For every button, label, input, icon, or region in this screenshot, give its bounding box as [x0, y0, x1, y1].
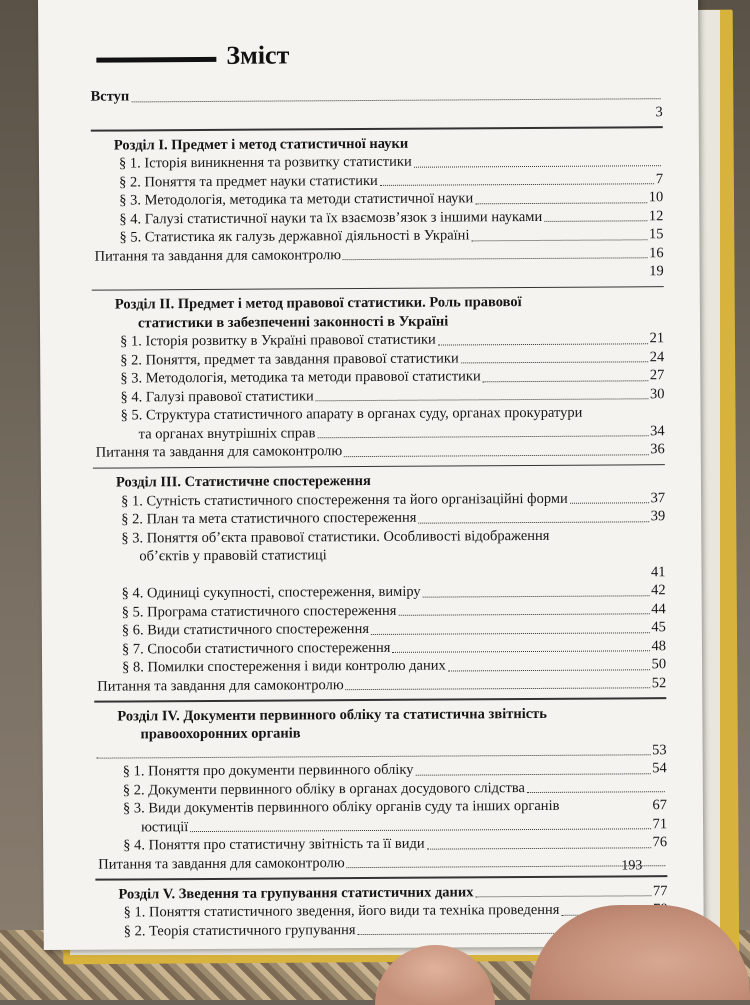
toc-entry: § 3. Поняття об’єкта правової статистики. Особливості відображення	[121, 527, 550, 547]
section-divider	[95, 875, 667, 880]
toc-entry: § 4. Галузі статистичної науки та їх взаємозв’язок з іншими науками 12	[119, 207, 664, 228]
toc-entry: § 2. Документи первинного обліку в органах досудового слідства	[95, 778, 667, 800]
section-heading-4-line2: правоохоронних органів	[140, 725, 301, 743]
toc-entry-page: 53	[95, 741, 667, 763]
section-heading-4: Розділ IV. Документи первинного обліку та статистична звітність	[117, 705, 547, 725]
toc-entry: та органах внутрішніх справ 34	[138, 422, 665, 442]
section-divider	[94, 697, 666, 702]
section-heading-1: Розділ І. Предмет і метод статистичної науки	[113, 135, 409, 154]
toc-entry: § 1. Поняття статистичного зведення, його види та техніка проведення	[96, 900, 668, 922]
toc-entry: § 4. Поняття про статистичну звітність та її види 76	[123, 834, 668, 854]
toc-entry: об’єктів у правовій статистиці	[139, 547, 327, 565]
section-heading-2-line2: статистики в забезпеченні законності в Україні	[137, 313, 449, 331]
toc-entry: Питання та завдання для самоконтролю 16	[94, 244, 664, 265]
toc-entry: Питання та завдання для самоконтролю 52	[97, 674, 667, 695]
toc-entry: § 6. Види статистичного спостереження 45	[121, 619, 666, 639]
toc-entry: Питання та завдання для самоконтролю 36	[95, 441, 665, 461]
toc-entry: § 1. Історія розвитку в Україні правової статистики 21	[120, 330, 665, 350]
toc-entry-page: 41	[650, 563, 666, 580]
table-of-contents	[91, 84, 668, 940]
section-heading-2: Розділ ІІ. Предмет і метод правової статистики. Роль правової	[114, 294, 522, 313]
toc-entry: Питання та завдання для самоконтролю	[95, 852, 667, 874]
section-heading-3: Розділ ІІІ. Статистичне спостереження	[115, 472, 371, 491]
toc-entry: § 1. Історія виникнення та розвитку статистики	[91, 151, 663, 173]
toc-entry: § 2. Поняття, предмет та завдання правової статистики 24	[120, 348, 665, 369]
section-divider	[91, 126, 663, 131]
toc-entry-page: 19	[649, 263, 664, 280]
title-rule	[96, 57, 216, 63]
toc-entry-intro: Вступ	[91, 84, 663, 106]
toc-entry: § 3. Методологія, методика та методи правової статистики 27	[120, 367, 665, 387]
toc-entry: § 5. Статистика як галузь державної діяльності в Україні 15	[119, 226, 664, 246]
toc-entry: § 8. Помилки спостереження і види контролю даних 50	[122, 656, 667, 676]
toc-entry: § 3. Методологія, методика та методи статистичної науки 10	[119, 189, 664, 209]
toc-entry: § 7. Способи статистичного спостереження 48	[121, 637, 667, 657]
toc-entry: § 1. Поняття про документи первинного обліку 54	[122, 760, 667, 780]
toc-entry: § 3. Види документів первинного обліку органів суду та інших органів 67	[122, 797, 667, 817]
toc-entry: § 1. Сутність статистичного спостереження та його організаційні форми 37	[121, 489, 666, 510]
toc-entry: § 2. Теорія статистичного групування	[96, 919, 668, 941]
toc-entry-intro-page: 3	[655, 103, 663, 120]
section-divider	[93, 464, 665, 469]
toc-entry: § 2. Поняття та предмет науки статистики 7	[119, 170, 664, 191]
toc-entry: § 2. План та мета статистичного спостереження 39	[121, 508, 666, 528]
section-heading-5: Розділ V. Зведення та групування статистичних даних 77	[118, 882, 668, 903]
toc-entry: § 4. Одиниці сукупності, спостереження, виміру 42	[121, 582, 666, 602]
book-page	[38, 0, 704, 950]
section-divider	[92, 286, 664, 291]
page-number: 193	[621, 858, 643, 874]
toc-entry: § 5. Структура статистичного апарату в органах суду, органах прокуратури	[120, 404, 583, 424]
toc-title: Зміст	[226, 40, 290, 70]
toc-entry: § 4. Галузі правової статистики 30	[120, 385, 665, 406]
toc-entry: юстиції 71	[141, 815, 668, 835]
toc-title-row	[96, 38, 656, 75]
toc-entry: § 5. Програма статистичного спостереження 44	[121, 600, 666, 620]
